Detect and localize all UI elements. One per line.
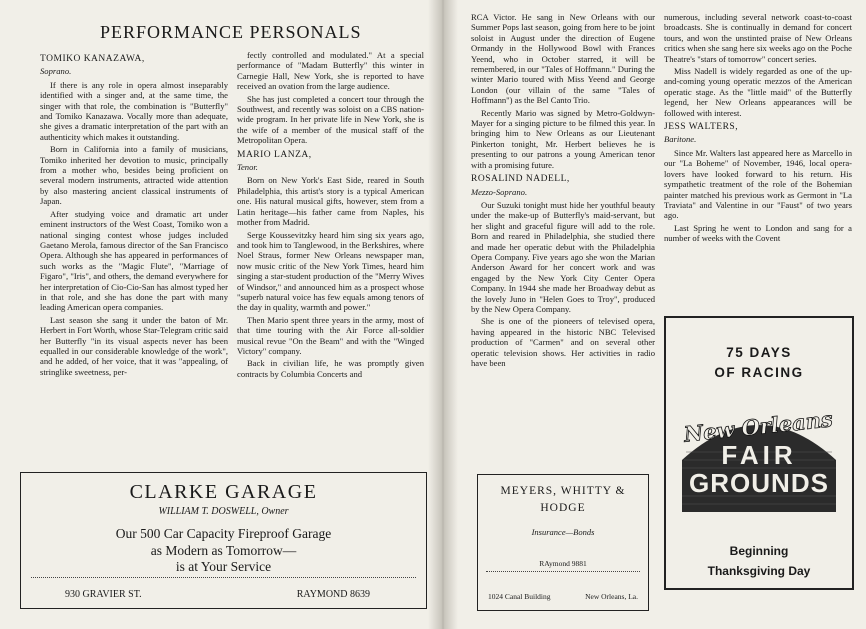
paragraph: Last Spring he went to London and sang for a number of weeks with the Covent	[664, 222, 852, 244]
ad-clarke-garage	[20, 472, 427, 609]
paragraph: Recently Mario was signed by Metro-Goldwyn-Mayer for a singing picture to be filmed this year. In bringing him to New Orleans as our Lieutenant Pinkerton tonight, Mr. Herbert believes he is presenting to our patrons a young American tenor with a promising future.	[471, 107, 655, 170]
paragraph: fectly controlled and modulated." At a special performance of "Madam Butterfly" this winter in Carnegie Hall, New York, she is reported to have received an ovation from the large audience.	[237, 50, 424, 92]
column-1	[40, 50, 228, 462]
paragraph: Since Mr. Walters last appeared here as Marcello in our "La Boheme" of November, 1946, local opera-lovers have looked forward to his return. His sympathetic treatment of the role of the Bohemian painter matched his previous work as Germont in "La Traviata" and Valentine in our "Faust" of two years ago.	[664, 147, 852, 221]
page-gutter	[428, 0, 458, 629]
paragraph: She has just completed a concert tour through the Southwest, and recently was soloist on a CBS nation-wide program. In her private life in New York, she is the wife of a member of the musical staff of the Metropolitan Opera.	[237, 93, 424, 146]
paragraph: Born in California into a family of musicians, Tomiko inherited her devotion to music, principally from a mother who, besides being proficient on several modern instruments, attracted wide attention by also mastering ancient classical instruments of Japan.	[40, 144, 228, 207]
dotted-rule	[31, 577, 416, 578]
performer-role: Mezzo-Soprano.	[471, 186, 528, 197]
ad-line: as Modern as Tomorrow—	[150, 543, 297, 558]
ad-phone: RAYMOND 8639	[296, 589, 370, 600]
performer-name: ROSALIND NADELL,	[471, 174, 570, 185]
ad-address: 930 GRAVIER ST.	[65, 589, 142, 600]
column-4	[664, 12, 852, 312]
performer-name: JESS WALTERS,	[664, 122, 739, 133]
paragraph: If there is any role in opera almost inseparably identified with a singer and, at the same time, the singer with that role, the combination is "Butterfly" and Tomiko Kanazawa. Vocally more than adequate, she gives a dramatic interpretation of the part with an authenticity which makes it outstanding.	[40, 79, 228, 142]
paragraph: Last season she sang it under the baton of Mr. Herbert in Fort Worth, whose Star-Telegram critic said her Butterfly "in its visual aspects never has been equalled in our considerable knowledge of the work", and he added, of her voice, that it was "appealing, of stringlike sweetness, per-	[40, 314, 228, 377]
ad-line: is at Your Service	[175, 559, 272, 574]
ad-business-name: HODGE	[540, 502, 586, 514]
ad-meyers-whitty-hodge	[477, 474, 649, 611]
paragraph: Then Mario spent three years in the army, most of that time touring with the Air Force all-soldier musical revue "On the Beam" and with the "Winged Victory" company.	[237, 314, 424, 356]
paragraph: Back in civilian life, he was promptly given contracts by Columbia Concerts and	[237, 358, 424, 379]
ad-business-name: MEYERS, WHITTY &	[500, 485, 626, 497]
ad-owner: WILLIAM T. DOSWELL, Owner	[158, 506, 289, 517]
column-3	[471, 12, 655, 454]
performer-name: MARIO LANZA,	[237, 149, 312, 160]
ad-phone: RAymond 9881	[539, 559, 587, 568]
fair-grounds-logo	[672, 400, 846, 520]
performer-role: Soprano.	[40, 66, 72, 77]
ad-line: Thanksgiving Day	[707, 564, 811, 578]
ad-headline: OF RACING	[714, 365, 804, 380]
performer-role: Baritone.	[664, 134, 697, 145]
page-title: PERFORMANCE PERSONALS	[100, 22, 362, 42]
paragraph: numerous, including several network coast-to-coast broadcasts. She is continually in demand for concert tours, and won the unstinted praise of New Orleans critics when she sang here six weeks ago on the Poche Theatre's "stars of tomorrow" concert series.	[664, 12, 852, 64]
paragraph: Born on New York's East Side, reared in South Philadelphia, this artist's story is a typical American one. His natural musical gifts, however, stem from a Latin heritage—his father came from Naples, his mother from Madrid.	[237, 175, 424, 228]
paragraph: Our Suzuki tonight must hide her youthful beauty under the make-up of Butterfly's maid-servant, but her slight and graceful figure will add to the role. Born and reared in Philadelphia, she studied there and made her operatic debut with the Philadelphia Opera Company. Five years ago she won the Marian Anderson Award for her concert work and was engaged by the New York City Center Opera Company. In 1944 she made her Broadway debut as the lovely Juno in "Helen Goes to Troy", produced by the New Opera Company.	[471, 199, 655, 314]
performer-role: Tenor.	[237, 162, 258, 173]
paragraph: Miss Nadell is widely regarded as one of the up-and-coming young operatic mezzos of the American operatic stage. As the "little maid" of the Butterfly legend, her New Orleans appearances will be followed with interest.	[664, 66, 852, 118]
paragraph: She is one of the pioneers of televised opera, having appeared in the historic NBC Televised production of "Carmen" and on several other operatic television shows. Her activities in radio have been	[471, 316, 655, 368]
ad-tagline: Insurance—Bonds	[531, 527, 595, 537]
ad-business-name: CLARKE GARAGE	[129, 481, 318, 503]
logo-word-grounds: GROUNDS	[689, 468, 829, 498]
ad-line: Beginning	[729, 544, 789, 558]
logo-word-fair: FAIR	[721, 440, 797, 470]
paragraph: RCA Victor. He sang in New Orleans with our Summer Pops last season, going from here to be joint soloist in August under the direction of Eugene Ormandy in the Hollywood Bowl with Frances Yeend, who in October starred, it will be remembered, in our "Tales of Hoffmann." During the winter Mario toured with Miss Yeend and George London (our villain of the same "Tales of Hoffmann") as the Bel Canto Trio.	[471, 12, 655, 106]
logo-script: New Orleans	[682, 406, 834, 447]
performer-name: TOMIKO KANAZAWA,	[40, 54, 145, 64]
paragraph: After studying voice and dramatic art under eminent instructors of the West Coast, Tomiko won a national singing contest whose judges included Gaetano Merola, famous director of the San Francisco Opera. Although she has appeared in performances of such works as the "Magic Flute", "Marriage of Figaro", "Iris", and others, the demand everywhere for her interpretation of Cio-Cio-San has almost typed her in that role, and she has done the part with many leading American opera companies.	[40, 208, 228, 313]
ad-line: Our 500 Car Capacity Fireproof Garage	[115, 526, 332, 541]
ad-city: New Orleans, La.	[585, 592, 638, 601]
paragraph: Serge Koussevitzky heard him sing six years ago, and took him to Tanglewood, in the Berkshires, where Noel Straus, former New Orleans newspaper man, now music critic of the New York Times, heard him singing a star-student production of the "Merry Wives of Windsor," and announced him as a prospect whose "superb natural voice has few equals among tenors of the day in quality, warmth and power."	[237, 229, 424, 313]
dotted-rule	[486, 571, 640, 572]
ad-fair-grounds	[664, 316, 854, 590]
column-2	[237, 50, 424, 462]
ad-headline: 75 DAYS	[726, 345, 792, 360]
ad-address: 1024 Canal Building	[488, 592, 551, 601]
